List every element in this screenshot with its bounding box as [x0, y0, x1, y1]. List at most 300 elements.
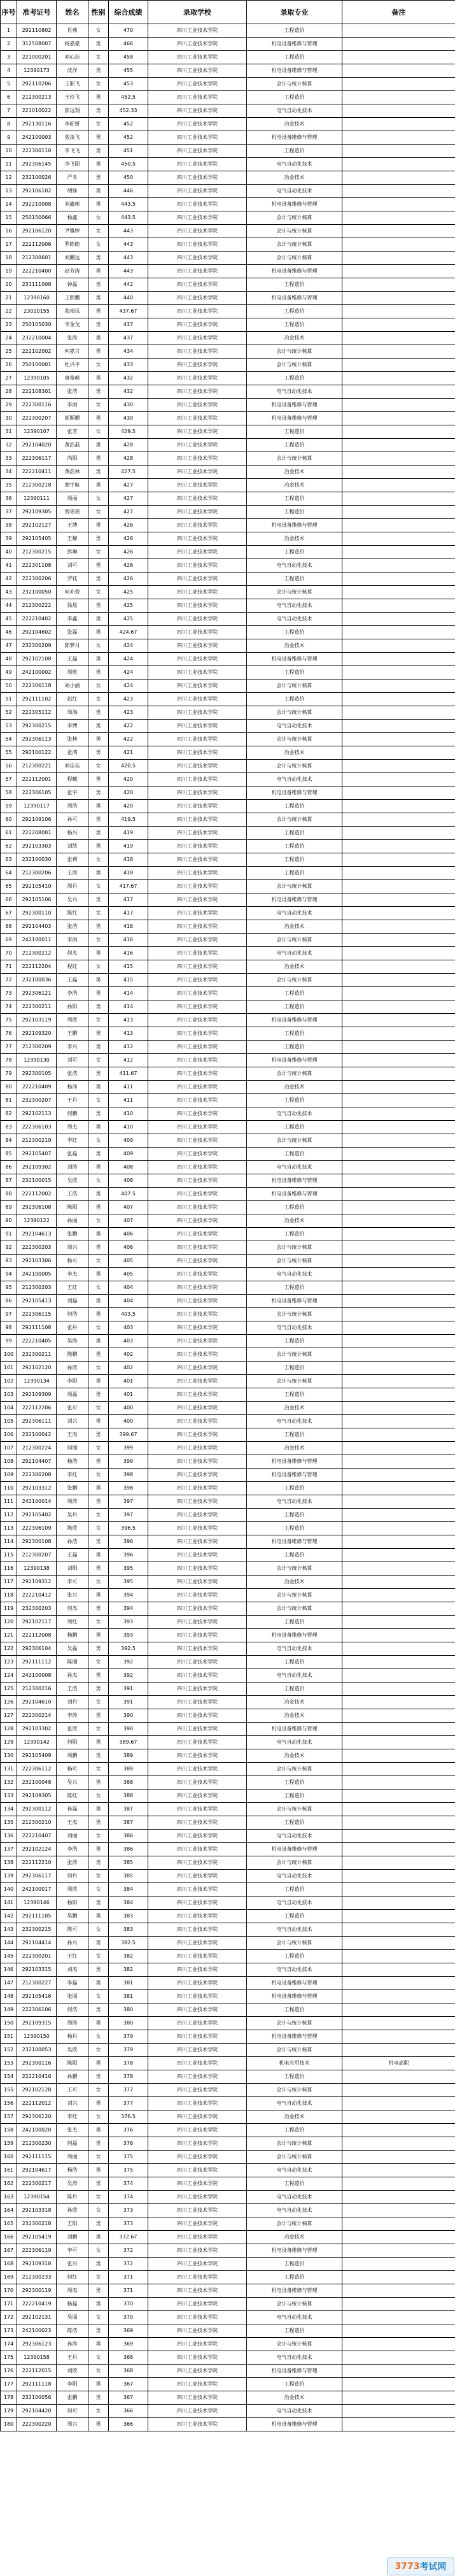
- cell-remark: [342, 1495, 455, 1509]
- cell-school: 四川工业技术学院: [148, 920, 247, 934]
- cell-gender: 男: [88, 1910, 109, 1923]
- header-seq: 序号: [1, 1, 17, 24]
- cell-seq: 50: [1, 680, 17, 693]
- cell-major: 冶金技术: [247, 639, 342, 653]
- cell-name: 杨兴: [57, 827, 88, 840]
- cell-seq: 31: [1, 425, 17, 439]
- table-row: [1, 51, 455, 64]
- cell-exam-id: 292109106: [17, 813, 57, 827]
- table-row: [1, 2338, 455, 2351]
- cell-score: 452.5: [109, 91, 148, 104]
- cell-major: 电气自动化技术: [247, 1736, 342, 1749]
- cell-seq: 107: [1, 1442, 17, 1455]
- cell-score: 458: [109, 51, 148, 64]
- cell-school: 四川工业技术学院: [148, 1937, 247, 1950]
- cell-major: 工程造价: [247, 1776, 342, 1790]
- cell-major: 机电设备维修与管理: [247, 1014, 342, 1027]
- cell-major: 工程造价: [247, 1281, 342, 1295]
- cell-seq: 20: [1, 278, 17, 292]
- table-row: [1, 1000, 455, 1014]
- cell-name: 杨可: [57, 1763, 88, 1776]
- cell-major: 工程造价: [247, 2271, 342, 2284]
- cell-major: 冶金技术: [247, 2231, 342, 2244]
- cell-school: 四川工业技术学院: [148, 2070, 247, 2084]
- cell-major: 机电设备维修与管理: [247, 786, 342, 800]
- cell-exam-id: 292104602: [17, 626, 57, 639]
- cell-remark: [342, 2405, 455, 2418]
- cell-school: 四川工业技术学院: [148, 2217, 247, 2231]
- cell-gender: 男: [88, 171, 109, 185]
- cell-score: 420: [109, 786, 148, 800]
- cell-score: 391: [109, 1696, 148, 1709]
- cell-remark: [342, 1816, 455, 1830]
- cell-remark: [342, 1576, 455, 1589]
- cell-seq: 127: [1, 1709, 17, 1723]
- cell-seq: 105: [1, 1415, 17, 1428]
- table-row: [1, 907, 455, 920]
- cell-exam-id: 222210405: [17, 1335, 57, 1348]
- cell-seq: 14: [1, 198, 17, 211]
- cell-remark: [342, 1188, 455, 1201]
- cell-name: 张浩: [57, 1067, 88, 1081]
- cell-score: 402: [109, 1362, 148, 1375]
- cell-score: 424: [109, 653, 148, 666]
- cell-gender: 女: [88, 934, 109, 947]
- cell-name: 孙丽: [57, 1214, 88, 1228]
- table-row: [1, 1455, 455, 1469]
- cell-score: 452: [109, 131, 148, 145]
- table-row: [1, 318, 455, 332]
- cell-score: 388: [109, 1776, 148, 1790]
- cell-gender: 女: [88, 1509, 109, 1522]
- cell-score: 397: [109, 1509, 148, 1522]
- cell-remark: [342, 1268, 455, 1281]
- cell-score: 389.67: [109, 1736, 148, 1749]
- table-row: [1, 934, 455, 947]
- cell-exam-id: 292306111: [17, 1415, 57, 1428]
- cell-remark: [342, 1428, 455, 1442]
- cell-remark: [342, 1027, 455, 1041]
- cell-seq: 146: [1, 1963, 17, 1977]
- cell-major: 冶金技术: [247, 479, 342, 492]
- cell-remark: [342, 2271, 455, 2284]
- cell-major: 冶金技术: [247, 332, 342, 345]
- table-row: [1, 1081, 455, 1094]
- cell-remark: [342, 425, 455, 439]
- cell-remark: [342, 1348, 455, 1362]
- cell-major: 工程造价: [247, 693, 342, 706]
- cell-major: 工程造价: [247, 1950, 342, 1963]
- cell-name: 杨磊: [57, 2298, 88, 2311]
- cell-exam-id: 292102117: [17, 1616, 57, 1629]
- cell-seq: 30: [1, 412, 17, 425]
- cell-seq: 75: [1, 1014, 17, 1027]
- table-row: [1, 1549, 455, 1562]
- cell-remark: [342, 278, 455, 292]
- cell-seq: 59: [1, 800, 17, 813]
- cell-seq: 101: [1, 1362, 17, 1375]
- table-row: [1, 2244, 455, 2258]
- cell-exam-id: 222102002: [17, 345, 57, 359]
- cell-school: 四川工业技术学院: [148, 171, 247, 185]
- cell-name: 李磊: [57, 1977, 88, 1990]
- cell-school: 四川工业技术学院: [148, 492, 247, 506]
- cell-school: 四川工业技术学院: [148, 639, 247, 653]
- cell-score: 428: [109, 439, 148, 452]
- cell-major: 电气自动化技术: [247, 104, 342, 118]
- table-row: [1, 2231, 455, 2244]
- cell-major: 电气自动化技术: [247, 1870, 342, 1883]
- cell-name: 刘可: [57, 559, 88, 573]
- cell-exam-id: 222208001: [17, 827, 57, 840]
- cell-gender: 女: [88, 546, 109, 559]
- cell-seq: 95: [1, 1281, 17, 1295]
- cell-gender: 女: [88, 1362, 109, 1375]
- cell-major: 会计与统计核算: [247, 252, 342, 265]
- cell-gender: 男: [88, 813, 109, 827]
- cell-major: 电气自动化技术: [247, 907, 342, 920]
- cell-school: 四川工业技术学院: [148, 746, 247, 760]
- cell-school: 四川工业技术学院: [148, 238, 247, 252]
- cell-gender: 女: [88, 1790, 109, 1803]
- cell-gender: 男: [88, 1081, 109, 1094]
- cell-seq: 5: [1, 78, 17, 91]
- cell-school: 四川工业技术学院: [148, 773, 247, 786]
- cell-score: 426: [109, 519, 148, 532]
- cell-school: 四川工业技术学院: [148, 51, 247, 64]
- cell-score: 466: [109, 38, 148, 51]
- cell-score: 407: [109, 1201, 148, 1214]
- cell-gender: 女: [88, 960, 109, 974]
- table-row: [1, 1749, 455, 1763]
- cell-school: 四川工业技术学院: [148, 1522, 247, 1535]
- cell-score: 400: [109, 1415, 148, 1428]
- table-row: [1, 947, 455, 960]
- cell-name: 刘鹏: [57, 2231, 88, 2244]
- cell-remark: [342, 2217, 455, 2231]
- cell-score: 452: [109, 118, 148, 131]
- cell-exam-id: 292106102: [17, 185, 57, 198]
- cell-name: 何杰: [57, 1602, 88, 1616]
- table-row: [1, 1308, 455, 1321]
- cell-seq: 161: [1, 2164, 17, 2177]
- cell-score: 430: [109, 399, 148, 412]
- table-row: [1, 2405, 455, 2418]
- cell-name: 王赫: [57, 532, 88, 546]
- cell-gender: 男: [88, 145, 109, 158]
- cell-name: 赵红: [57, 693, 88, 706]
- site-watermark: [387, 2558, 454, 2575]
- cell-name: 孙涛: [57, 2338, 88, 2351]
- cell-remark: [342, 1054, 455, 1067]
- cell-exam-id: 292109315: [17, 2017, 57, 2030]
- cell-exam-id: 222301108: [17, 559, 57, 573]
- cell-seq: 47: [1, 639, 17, 653]
- cell-name: 吴兴: [57, 1776, 88, 1790]
- cell-name: 李金戈: [57, 318, 88, 332]
- cell-remark: [342, 2097, 455, 2110]
- cell-school: 四川工业技术学院: [148, 1883, 247, 1896]
- cell-seq: 92: [1, 1241, 17, 1255]
- cell-seq: 33: [1, 452, 17, 466]
- cell-gender: 男: [88, 318, 109, 332]
- cell-seq: 56: [1, 760, 17, 773]
- cell-gender: 男: [88, 1602, 109, 1616]
- cell-score: 378: [109, 2057, 148, 2070]
- cell-major: 会计与统计核算: [247, 452, 342, 466]
- table-row: [1, 2177, 455, 2191]
- cell-exam-id: 232100042: [17, 1428, 57, 1442]
- cell-gender: 男: [88, 613, 109, 626]
- cell-school: 四川工业技术学院: [148, 2324, 247, 2338]
- cell-score: 425: [109, 586, 148, 599]
- table-row: [1, 2284, 455, 2298]
- cell-name: 李旺妍: [57, 118, 88, 131]
- table-row: [1, 1696, 455, 1709]
- cell-school: 四川工业技术学院: [148, 880, 247, 893]
- cell-name: 王磊: [57, 653, 88, 666]
- cell-major: 机电设备维修与管理: [247, 1535, 342, 1549]
- cell-gender: 女: [88, 1522, 109, 1535]
- cell-score: 377: [109, 2084, 148, 2097]
- cell-score: 405: [109, 1255, 148, 1268]
- cell-name: 王磊: [57, 974, 88, 987]
- cell-score: 446: [109, 185, 148, 198]
- table-row: [1, 1950, 455, 1963]
- cell-gender: 女: [88, 1054, 109, 1067]
- cell-name: 张林: [57, 733, 88, 746]
- cell-school: 四川工业技术学院: [148, 1442, 247, 1455]
- cell-school: 四川工业技术学院: [148, 1616, 247, 1629]
- table-row: [1, 1121, 455, 1134]
- cell-school: 四川工业技术学院: [148, 853, 247, 867]
- cell-major: 机电设备维修与管理: [247, 519, 342, 532]
- table-row: [1, 24, 455, 38]
- cell-major: 冶金技术: [247, 1709, 342, 1723]
- cell-school: 四川工业技术学院: [148, 2191, 247, 2204]
- cell-remark: [342, 2324, 455, 2338]
- cell-remark: [342, 372, 455, 385]
- cell-seq: 52: [1, 706, 17, 720]
- cell-score: 383: [109, 1923, 148, 1937]
- cell-exam-id: 242100017: [17, 1883, 57, 1896]
- cell-name: 王阳: [57, 2217, 88, 2231]
- table-row: [1, 1402, 455, 1415]
- cell-exam-id: 222306119: [17, 2244, 57, 2258]
- cell-remark: [342, 853, 455, 867]
- cell-gender: 男: [88, 1388, 109, 1402]
- table-row: [1, 2217, 455, 2231]
- cell-school: 四川工业技术学院: [148, 1255, 247, 1268]
- cell-exam-id: 292105416: [17, 1990, 57, 2003]
- cell-school: 四川工业技术学院: [148, 1723, 247, 1736]
- cell-gender: 男: [88, 1749, 109, 1763]
- cell-name: 何浩: [57, 1308, 88, 1321]
- cell-remark: [342, 1803, 455, 1816]
- cell-name: 黄浩林: [57, 466, 88, 479]
- cell-exam-id: 232300218: [17, 2217, 57, 2231]
- table-row: [1, 987, 455, 1000]
- cell-remark: [342, 1214, 455, 1228]
- table-row: [1, 1642, 455, 1656]
- cell-seq: 141: [1, 1896, 17, 1910]
- cell-exam-id: 292103315: [17, 1963, 57, 1977]
- cell-seq: 40: [1, 546, 17, 559]
- cell-remark: [342, 211, 455, 225]
- cell-seq: 7: [1, 104, 17, 118]
- cell-exam-id: 212300215: [17, 546, 57, 559]
- cell-score: 429.5: [109, 425, 148, 439]
- cell-major: 会计与统计核算: [247, 1134, 342, 1148]
- cell-school: 四川工业技术学院: [148, 1749, 247, 1763]
- cell-score: 384: [109, 1883, 148, 1896]
- cell-school: 四川工业技术学院: [148, 532, 247, 546]
- cell-remark: [342, 706, 455, 720]
- cell-name: 周涛: [57, 2017, 88, 2030]
- cell-school: 四川工业技术学院: [148, 1709, 247, 1723]
- cell-seq: 108: [1, 1455, 17, 1469]
- cell-school: 四川工业技术学院: [148, 252, 247, 265]
- cell-school: 四川工业技术学院: [148, 78, 247, 91]
- cell-seq: 12: [1, 171, 17, 185]
- cell-seq: 18: [1, 252, 17, 265]
- cell-exam-id: 292103119: [17, 1014, 57, 1027]
- cell-name: 程红: [57, 960, 88, 974]
- cell-remark: [342, 318, 455, 332]
- cell-seq: 125: [1, 1683, 17, 1696]
- cell-score: 420: [109, 800, 148, 813]
- cell-remark: [342, 412, 455, 425]
- cell-gender: 男: [88, 38, 109, 51]
- cell-gender: 女: [88, 680, 109, 693]
- cell-score: 423: [109, 693, 148, 706]
- cell-score: 414: [109, 987, 148, 1000]
- cell-score: 367: [109, 2391, 148, 2405]
- cell-seq: 165: [1, 2217, 17, 2231]
- cell-name: 李浩: [57, 1843, 88, 1856]
- cell-seq: 137: [1, 1843, 17, 1856]
- cell-seq: 155: [1, 2084, 17, 2097]
- cell-name: 周杰: [57, 2284, 88, 2298]
- cell-major: 电气自动化技术: [247, 1669, 342, 1683]
- cell-school: 四川工业技术学院: [148, 2378, 247, 2391]
- cell-gender: 男: [88, 1843, 109, 1856]
- cell-exam-id: 221010022: [17, 104, 57, 118]
- cell-exam-id: 292106120: [17, 225, 57, 238]
- table-row: [1, 118, 455, 131]
- cell-score: 393: [109, 1629, 148, 1642]
- cell-school: 四川工业技术学院: [148, 947, 247, 960]
- table-row: [1, 1629, 455, 1642]
- cell-major: 工程造价: [247, 853, 342, 867]
- cell-exam-id: 12390107: [17, 425, 57, 439]
- cell-remark: [342, 680, 455, 693]
- cell-school: 四川工业技术学院: [148, 2244, 247, 2258]
- table-row: [1, 385, 455, 399]
- cell-school: 四川工业技术学院: [148, 38, 247, 51]
- table-row: [1, 2044, 455, 2057]
- cell-major: 会计与统计核算: [247, 1375, 342, 1388]
- cell-name: 王职飞: [57, 78, 88, 91]
- cell-major: 工程造价: [247, 305, 342, 318]
- cell-exam-id: 292111102: [17, 693, 57, 706]
- cell-remark: [342, 1228, 455, 1241]
- cell-major: 会计与统计核算: [247, 225, 342, 238]
- cell-gender: 男: [88, 2070, 109, 2084]
- cell-name: 尹雅婷: [57, 225, 88, 238]
- table-row: [1, 278, 455, 292]
- cell-gender: 男: [88, 1348, 109, 1362]
- cell-remark: [342, 1000, 455, 1014]
- cell-score: 382.5: [109, 1937, 148, 1950]
- cell-gender: 男: [88, 1121, 109, 1134]
- cell-remark: [342, 252, 455, 265]
- table-row: [1, 1896, 455, 1910]
- cell-remark: [342, 104, 455, 118]
- cell-school: 四川工业技术学院: [148, 1602, 247, 1616]
- cell-major: 电气自动化技术: [247, 720, 342, 733]
- cell-name: 李浩: [57, 987, 88, 1000]
- cell-name: 尚阳: [57, 452, 88, 466]
- cell-seq: 99: [1, 1335, 17, 1348]
- cell-exam-id: 292109312: [17, 1576, 57, 1589]
- cell-remark: [342, 1402, 455, 1415]
- cell-school: 四川工业技术学院: [148, 1107, 247, 1121]
- cell-school: 四川工业技术学院: [148, 1816, 247, 1830]
- cell-score: 400: [109, 1402, 148, 1415]
- cell-seq: 38: [1, 519, 17, 532]
- cell-exam-id: 292111118: [17, 2378, 57, 2391]
- cell-score: 411.67: [109, 1067, 148, 1081]
- cell-name: 张莉: [57, 853, 88, 867]
- cell-exam-id: 292109305: [17, 506, 57, 519]
- table-row: [1, 960, 455, 974]
- cell-school: 四川工业技术学院: [148, 1348, 247, 1362]
- cell-school: 四川工业技术学院: [148, 867, 247, 880]
- cell-score: 418: [109, 867, 148, 880]
- table-row: [1, 1977, 455, 1990]
- cell-gender: 女: [88, 2351, 109, 2365]
- cell-exam-id: 232300207: [17, 1094, 57, 1107]
- cell-major: 机电设备维修与管理: [247, 1455, 342, 1469]
- cell-exam-id: 212300221: [17, 760, 57, 773]
- cell-remark: [342, 1843, 455, 1856]
- cell-remark: [342, 1896, 455, 1910]
- cell-remark: [342, 693, 455, 706]
- cell-seq: 130: [1, 1749, 17, 1763]
- cell-exam-id: 292104414: [17, 1937, 57, 1950]
- cell-score: 372: [109, 2244, 148, 2258]
- cell-seq: 132: [1, 1776, 17, 1790]
- cell-name: 刘丹: [57, 1696, 88, 1709]
- cell-gender: 男: [88, 1642, 109, 1656]
- cell-school: 四川工业技术学院: [148, 546, 247, 559]
- cell-gender: 男: [88, 706, 109, 720]
- cell-school: 四川工业技术学院: [148, 2298, 247, 2311]
- cell-exam-id: 292306123: [17, 2338, 57, 2351]
- cell-seq: 106: [1, 1428, 17, 1442]
- cell-name: 周浩: [57, 800, 88, 813]
- cell-exam-id: 12390122: [17, 1214, 57, 1228]
- cell-gender: 女: [88, 1442, 109, 1455]
- cell-name: 吴兴: [57, 893, 88, 907]
- cell-gender: 女: [88, 2084, 109, 2097]
- table-row: [1, 746, 455, 760]
- cell-school: 四川工业技术学院: [148, 1308, 247, 1321]
- cell-gender: 男: [88, 773, 109, 786]
- cell-name: 周磊: [57, 1388, 88, 1402]
- cell-major: 电气自动化技术: [247, 1896, 342, 1910]
